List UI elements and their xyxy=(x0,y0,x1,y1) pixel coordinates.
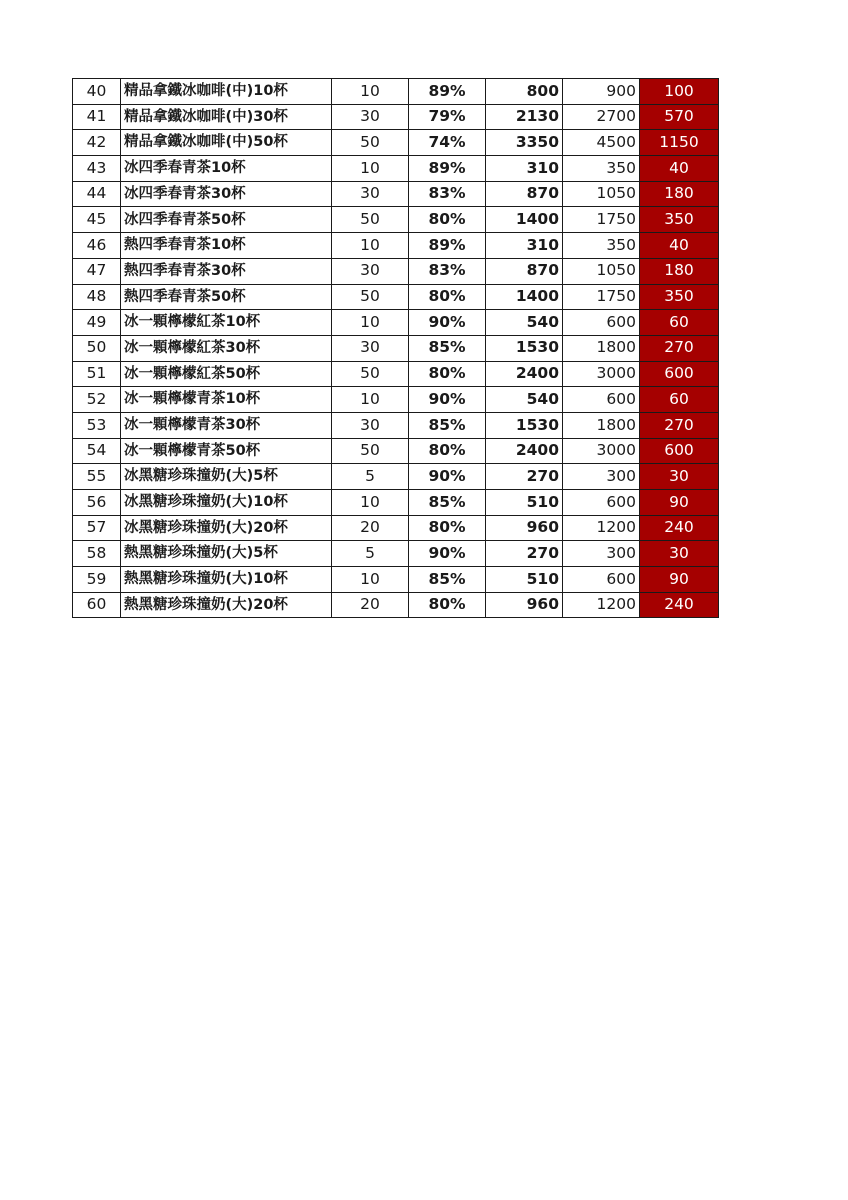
original-price-cell: 4500 xyxy=(563,130,640,156)
discount-percent-cell: 85% xyxy=(409,490,486,516)
original-price-cell: 350 xyxy=(563,156,640,182)
original-price-cell: 1200 xyxy=(563,592,640,618)
original-price-cell: 600 xyxy=(563,567,640,593)
product-name-cell: 冰黑糖珍珠撞奶(大)10杯 xyxy=(121,490,332,516)
savings-cell: 60 xyxy=(640,310,719,336)
product-name-cell: 冰一顆檸檬青茶30杯 xyxy=(121,412,332,438)
sale-price-cell: 510 xyxy=(486,567,563,593)
quantity-cell: 10 xyxy=(332,387,409,413)
product-name-cell: 熱四季春青茶50杯 xyxy=(121,284,332,310)
savings-cell: 350 xyxy=(640,284,719,310)
original-price-cell: 1750 xyxy=(563,284,640,310)
table-row xyxy=(73,592,719,618)
item-number-cell: 48 xyxy=(73,284,121,310)
table-row xyxy=(73,79,719,105)
original-price-cell: 1050 xyxy=(563,258,640,284)
discount-percent-cell: 83% xyxy=(409,258,486,284)
original-price-cell: 1750 xyxy=(563,207,640,233)
product-name-cell: 熱黑糖珍珠撞奶(大)10杯 xyxy=(121,567,332,593)
table-row xyxy=(73,156,719,182)
original-price-cell: 1050 xyxy=(563,181,640,207)
sale-price-cell: 2400 xyxy=(486,361,563,387)
sale-price-cell: 1400 xyxy=(486,284,563,310)
savings-cell: 60 xyxy=(640,387,719,413)
original-price-cell: 600 xyxy=(563,387,640,413)
product-name-cell: 精品拿鐵冰咖啡(中)10杯 xyxy=(121,79,332,105)
table-row xyxy=(73,541,719,567)
item-number-cell: 41 xyxy=(73,104,121,130)
discount-percent-cell: 85% xyxy=(409,567,486,593)
item-number-cell: 43 xyxy=(73,156,121,182)
table-row xyxy=(73,361,719,387)
savings-cell: 1150 xyxy=(640,130,719,156)
item-number-cell: 42 xyxy=(73,130,121,156)
table-row xyxy=(73,284,719,310)
product-name-cell: 熱黑糖珍珠撞奶(大)20杯 xyxy=(121,592,332,618)
savings-cell: 600 xyxy=(640,361,719,387)
savings-cell: 570 xyxy=(640,104,719,130)
item-number-cell: 60 xyxy=(73,592,121,618)
product-name-cell: 冰一顆檸檬青茶10杯 xyxy=(121,387,332,413)
sale-price-cell: 800 xyxy=(486,79,563,105)
item-number-cell: 46 xyxy=(73,233,121,259)
quantity-cell: 50 xyxy=(332,284,409,310)
table-row xyxy=(73,567,719,593)
original-price-cell: 350 xyxy=(563,233,640,259)
quantity-cell: 30 xyxy=(332,104,409,130)
product-name-cell: 熱四季春青茶30杯 xyxy=(121,258,332,284)
sale-price-cell: 1530 xyxy=(486,335,563,361)
discount-percent-cell: 89% xyxy=(409,79,486,105)
discount-percent-cell: 79% xyxy=(409,104,486,130)
savings-cell: 180 xyxy=(640,258,719,284)
item-number-cell: 55 xyxy=(73,464,121,490)
original-price-cell: 3000 xyxy=(563,361,640,387)
item-number-cell: 47 xyxy=(73,258,121,284)
price-table xyxy=(72,78,719,618)
discount-percent-cell: 85% xyxy=(409,335,486,361)
sale-price-cell: 510 xyxy=(486,490,563,516)
savings-cell: 270 xyxy=(640,335,719,361)
price-table-body xyxy=(73,79,719,618)
table-row xyxy=(73,412,719,438)
savings-cell: 350 xyxy=(640,207,719,233)
product-name-cell: 熱四季春青茶10杯 xyxy=(121,233,332,259)
sale-price-cell: 1400 xyxy=(486,207,563,233)
discount-percent-cell: 80% xyxy=(409,515,486,541)
savings-cell: 600 xyxy=(640,438,719,464)
product-name-cell: 冰一顆檸檬紅茶50杯 xyxy=(121,361,332,387)
quantity-cell: 50 xyxy=(332,207,409,233)
discount-percent-cell: 80% xyxy=(409,284,486,310)
savings-cell: 240 xyxy=(640,515,719,541)
table-row xyxy=(73,233,719,259)
table-row xyxy=(73,207,719,233)
original-price-cell: 300 xyxy=(563,464,640,490)
original-price-cell: 600 xyxy=(563,490,640,516)
quantity-cell: 30 xyxy=(332,412,409,438)
savings-cell: 240 xyxy=(640,592,719,618)
quantity-cell: 50 xyxy=(332,438,409,464)
savings-cell: 40 xyxy=(640,233,719,259)
savings-cell: 30 xyxy=(640,464,719,490)
product-name-cell: 冰一顆檸檬紅茶10杯 xyxy=(121,310,332,336)
quantity-cell: 10 xyxy=(332,156,409,182)
table-row xyxy=(73,104,719,130)
discount-percent-cell: 80% xyxy=(409,361,486,387)
item-number-cell: 58 xyxy=(73,541,121,567)
quantity-cell: 10 xyxy=(332,567,409,593)
product-name-cell: 熱黑糖珍珠撞奶(大)5杯 xyxy=(121,541,332,567)
savings-cell: 270 xyxy=(640,412,719,438)
original-price-cell: 3000 xyxy=(563,438,640,464)
savings-cell: 30 xyxy=(640,541,719,567)
sale-price-cell: 870 xyxy=(486,181,563,207)
product-name-cell: 精品拿鐵冰咖啡(中)50杯 xyxy=(121,130,332,156)
savings-cell: 90 xyxy=(640,490,719,516)
quantity-cell: 30 xyxy=(332,335,409,361)
discount-percent-cell: 90% xyxy=(409,310,486,336)
item-number-cell: 53 xyxy=(73,412,121,438)
item-number-cell: 44 xyxy=(73,181,121,207)
product-name-cell: 精品拿鐵冰咖啡(中)30杯 xyxy=(121,104,332,130)
quantity-cell: 5 xyxy=(332,464,409,490)
savings-cell: 180 xyxy=(640,181,719,207)
sale-price-cell: 1530 xyxy=(486,412,563,438)
table-row xyxy=(73,438,719,464)
savings-cell: 40 xyxy=(640,156,719,182)
quantity-cell: 5 xyxy=(332,541,409,567)
quantity-cell: 30 xyxy=(332,258,409,284)
discount-percent-cell: 89% xyxy=(409,233,486,259)
item-number-cell: 40 xyxy=(73,79,121,105)
discount-percent-cell: 90% xyxy=(409,464,486,490)
table-row xyxy=(73,258,719,284)
quantity-cell: 10 xyxy=(332,233,409,259)
product-name-cell: 冰四季春青茶30杯 xyxy=(121,181,332,207)
quantity-cell: 10 xyxy=(332,310,409,336)
item-number-cell: 57 xyxy=(73,515,121,541)
table-row xyxy=(73,335,719,361)
sale-price-cell: 310 xyxy=(486,233,563,259)
sale-price-cell: 310 xyxy=(486,156,563,182)
original-price-cell: 900 xyxy=(563,79,640,105)
quantity-cell: 10 xyxy=(332,79,409,105)
table-row xyxy=(73,464,719,490)
table-row xyxy=(73,310,719,336)
item-number-cell: 56 xyxy=(73,490,121,516)
sale-price-cell: 960 xyxy=(486,592,563,618)
sale-price-cell: 870 xyxy=(486,258,563,284)
product-name-cell: 冰一顆檸檬紅茶30杯 xyxy=(121,335,332,361)
item-number-cell: 52 xyxy=(73,387,121,413)
sale-price-cell: 960 xyxy=(486,515,563,541)
sale-price-cell: 2400 xyxy=(486,438,563,464)
sale-price-cell: 540 xyxy=(486,387,563,413)
original-price-cell: 2700 xyxy=(563,104,640,130)
product-name-cell: 冰黑糖珍珠撞奶(大)5杯 xyxy=(121,464,332,490)
product-name-cell: 冰一顆檸檬青茶50杯 xyxy=(121,438,332,464)
sale-price-cell: 270 xyxy=(486,464,563,490)
sale-price-cell: 2130 xyxy=(486,104,563,130)
item-number-cell: 45 xyxy=(73,207,121,233)
item-number-cell: 59 xyxy=(73,567,121,593)
table-row xyxy=(73,181,719,207)
quantity-cell: 20 xyxy=(332,515,409,541)
original-price-cell: 600 xyxy=(563,310,640,336)
original-price-cell: 1800 xyxy=(563,335,640,361)
table-row xyxy=(73,515,719,541)
item-number-cell: 49 xyxy=(73,310,121,336)
quantity-cell: 50 xyxy=(332,361,409,387)
sale-price-cell: 3350 xyxy=(486,130,563,156)
quantity-cell: 50 xyxy=(332,130,409,156)
discount-percent-cell: 90% xyxy=(409,541,486,567)
discount-percent-cell: 85% xyxy=(409,412,486,438)
discount-percent-cell: 80% xyxy=(409,207,486,233)
savings-cell: 100 xyxy=(640,79,719,105)
sale-price-cell: 270 xyxy=(486,541,563,567)
table-row xyxy=(73,387,719,413)
sale-price-cell: 540 xyxy=(486,310,563,336)
discount-percent-cell: 83% xyxy=(409,181,486,207)
product-name-cell: 冰黑糖珍珠撞奶(大)20杯 xyxy=(121,515,332,541)
quantity-cell: 20 xyxy=(332,592,409,618)
table-row xyxy=(73,490,719,516)
quantity-cell: 10 xyxy=(332,490,409,516)
discount-percent-cell: 80% xyxy=(409,438,486,464)
original-price-cell: 1800 xyxy=(563,412,640,438)
item-number-cell: 51 xyxy=(73,361,121,387)
product-name-cell: 冰四季春青茶10杯 xyxy=(121,156,332,182)
discount-percent-cell: 74% xyxy=(409,130,486,156)
savings-cell: 90 xyxy=(640,567,719,593)
item-number-cell: 50 xyxy=(73,335,121,361)
table-row xyxy=(73,130,719,156)
product-name-cell: 冰四季春青茶50杯 xyxy=(121,207,332,233)
original-price-cell: 300 xyxy=(563,541,640,567)
quantity-cell: 30 xyxy=(332,181,409,207)
discount-percent-cell: 90% xyxy=(409,387,486,413)
original-price-cell: 1200 xyxy=(563,515,640,541)
discount-percent-cell: 80% xyxy=(409,592,486,618)
discount-percent-cell: 89% xyxy=(409,156,486,182)
item-number-cell: 54 xyxy=(73,438,121,464)
